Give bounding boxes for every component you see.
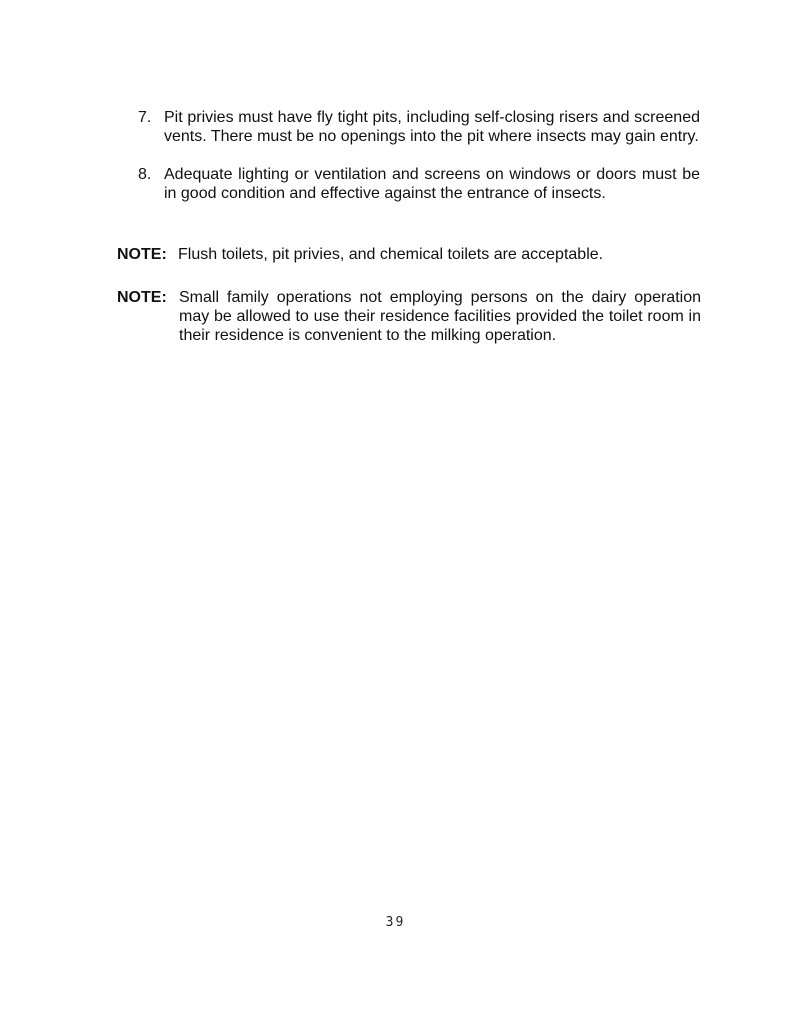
list-item-number: 7. xyxy=(138,109,152,126)
note-family-operations xyxy=(117,288,701,345)
note-acceptable-toilets xyxy=(117,245,701,264)
list-item-7 xyxy=(138,108,700,146)
list-item-text: Pit privies must have fly tight pits, including self-closing risers and screened vents. There must be no openings into the pit where insects may gain entry. xyxy=(164,109,700,145)
note-text: Small family operations not employing persons on the dairy operation may be allowed to use their residence facilities provided the toilet room in their residence is convenient to the milking operation. xyxy=(179,289,701,344)
note-label: NOTE: xyxy=(117,289,167,306)
list-item-text: Adequate lighting or ventilation and screens on windows or doors must be in good condition and effective against the entrance of insects. xyxy=(164,166,700,202)
list-item-8 xyxy=(138,165,700,203)
note-label: NOTE: xyxy=(117,246,167,263)
note-text: Flush toilets, pit privies, and chemical toilets are acceptable. xyxy=(178,246,604,263)
list-item-number: 8. xyxy=(138,166,152,183)
requirements-list xyxy=(138,108,700,222)
page-number: 39 xyxy=(385,915,406,930)
